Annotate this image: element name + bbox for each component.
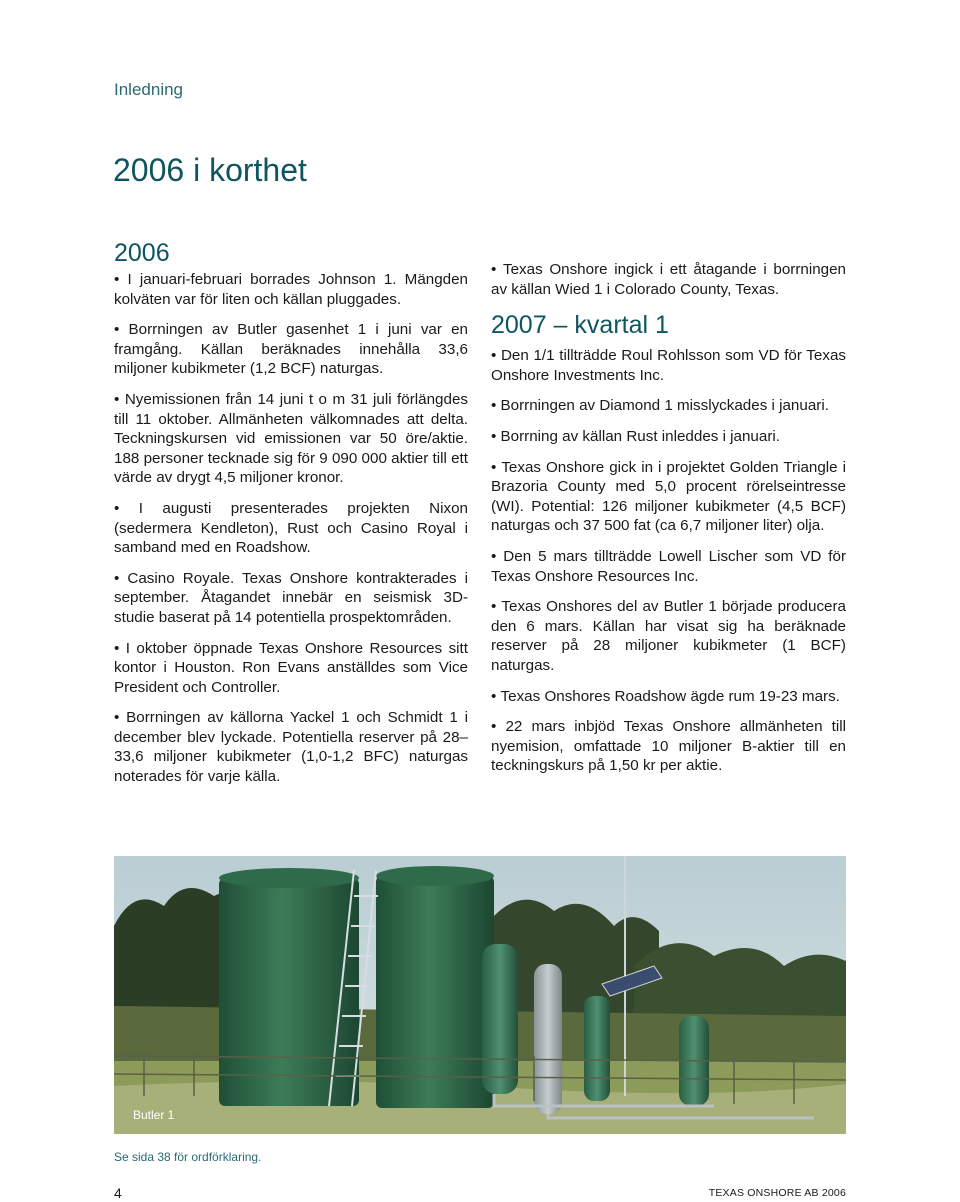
well-site-photo — [114, 856, 846, 1134]
list-item: • Borrningen av källorna Yackel 1 och Schmidt 1 i december blev lyckade. Potentiella reserver på 28–33,6 miljoner kubikmeter (1,0-1,2 BFC) naturgas noterades för varje källa. — [114, 708, 468, 786]
list-item: • Den 1/1 tillträdde Roul Rohlsson som VD för Texas Onshore Investments Inc. — [491, 346, 846, 385]
list-item: • Texas Onshore ingick i ett åtagande i borrningen av källan Wied 1 i Colorado County, Texas. — [491, 260, 846, 299]
photo-caption: Butler 1 — [133, 1108, 175, 1122]
year-heading-2007: 2007 – kvartal 1 — [491, 311, 669, 340]
list-item: • Borrning av källan Rust inleddes i januari. — [491, 427, 846, 447]
list-item: • Nyemissionen från 14 juni t o m 31 juli förlängdes till 11 oktober. Allmänheten välkomnades att delta. Teckningskursen vid emissionen var 50 öre/aktie. 188 personer tecknade sig för 9 090 000 aktier till ett värde av drygt 4,5 miljoner kronor. — [114, 390, 468, 488]
page-number: 4 — [114, 1185, 122, 1201]
list-item: • Texas Onshores del av Butler 1 började producera den 6 mars. Källan har visat sig ha beräknade reserver på 28 miljoner kubikmeter (1 BCF) naturgas. — [491, 597, 846, 675]
page-title: 2006 i korthet — [113, 152, 307, 188]
section-label: Inledning — [114, 80, 184, 99]
list-item: • I oktober öppnade Texas Onshore Resources sitt kontor i Houston. Ron Evans anställdes som Vice President och Controller. — [114, 639, 468, 698]
column-2006 — [114, 238, 468, 798]
list-item: • Texas Onshores Roadshow ägde rum 19-23 mars. — [491, 687, 846, 707]
list-item: • Den 5 mars tillträdde Lowell Lischer som VD för Texas Onshore Resources Inc. — [491, 547, 846, 586]
column-2007 — [491, 260, 846, 787]
list-item: • Borrningen av Butler gasenhet 1 i juni var en framgång. Källan beräknades innehålla 33,6 miljoner kubikmeter (1,2 BCF) naturgas. — [114, 320, 468, 379]
list-item: • Casino Royale. Texas Onshore kontrakterades i september. Åtagandet innebär en seismisk 3D-studie baserat på 14 potentiella prospektområden. — [114, 569, 468, 628]
list-item: • Texas Onshore gick in i projektet Golden Triangle i Brazoria County med 5,0 procent rörelseintresse (WI). Potential: 126 miljoner kubikmeter (4,5 BCF) naturgas och 37 500 fat (ca 6,7 miljoner liter) olja. — [491, 458, 846, 536]
list-item: • I augusti presenterades projekten Nixon (sedermera Kendleton), Rust och Casino Royal i samband med en Roadshow. — [114, 499, 468, 558]
list-item: • Borrningen av Diamond 1 misslyckades i januari. — [491, 396, 846, 416]
year-heading-2006: 2006 — [114, 239, 170, 267]
footer-brand: TEXAS ONSHORE AB 2006 — [708, 1187, 846, 1199]
list-item: • 22 mars inbjöd Texas Onshore allmänheten till nyemision, omfattade 10 miljoner B-aktier till en teckningskurs på 1,50 kr per aktie. — [491, 717, 846, 776]
list-item: • I januari-februari borrades Johnson 1. Mängden kolväten var för liten och källan pluggades. — [114, 270, 468, 309]
footnote: Se sida 38 för ordförklaring. — [114, 1150, 262, 1164]
